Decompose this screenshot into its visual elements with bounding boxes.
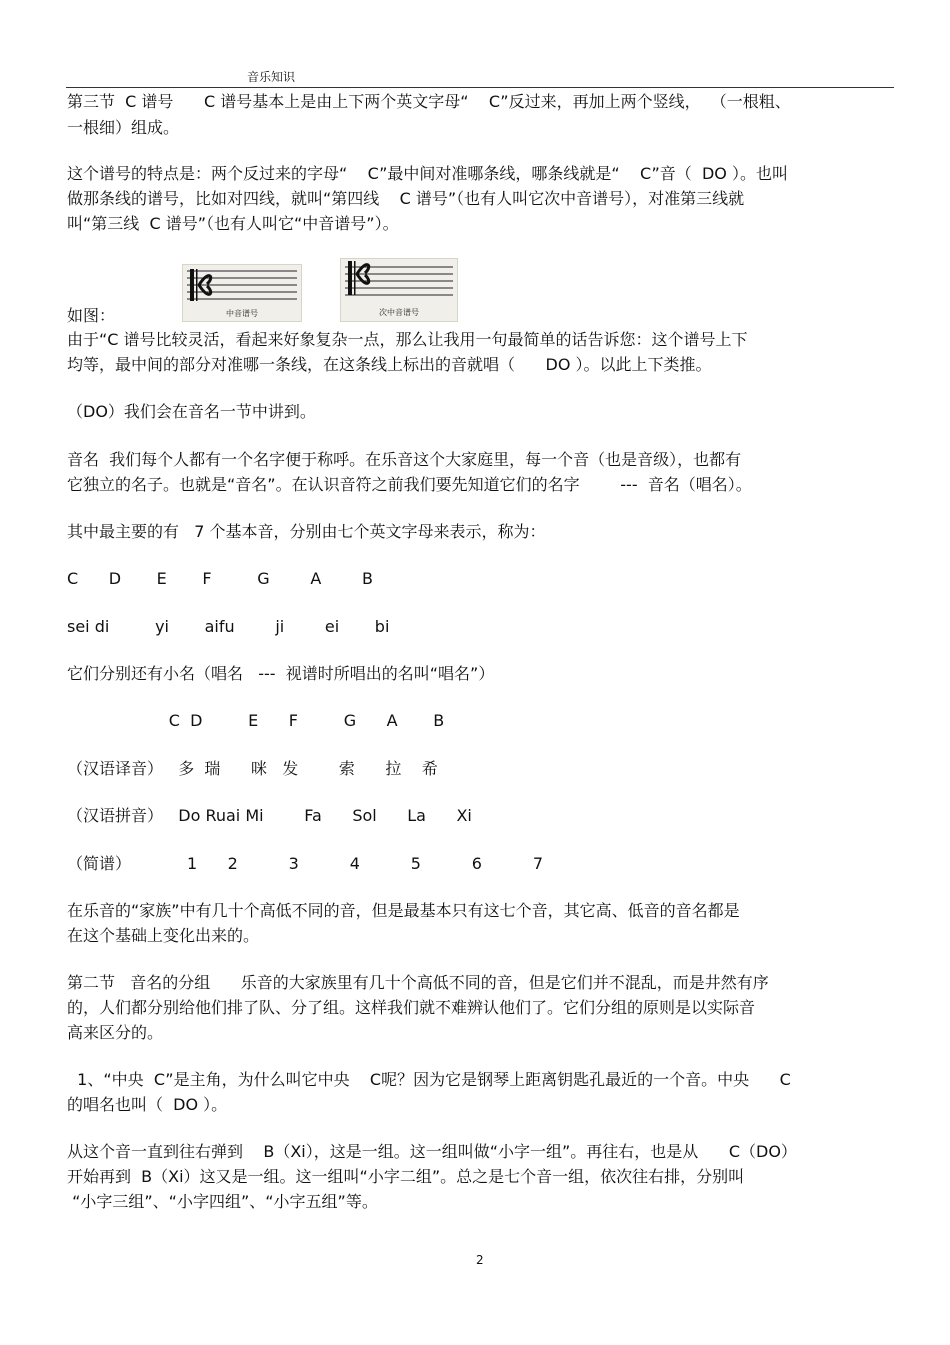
text-line: 从这个音一直到往右弹到 B（Xi），这是一组。这一组叫做“小字一组”。再往右，也是从 C（DO） <box>67 1142 797 1161</box>
note-letters: C D E F G A B <box>67 569 373 588</box>
text-line: 一根细）组成。 <box>67 118 180 137</box>
text-line: 在乐音的“家族”中有几十个高低不同的音，但是最基本只有这七个音，其它高、低音的音名都是 <box>67 901 740 920</box>
text-line: 开始再到 B（Xi）这又是一组。这一组叫“小字二组”。总之是七个音一组，依次往右排，分别叫 <box>67 1167 745 1186</box>
text-line: 1、“中央 C”是主角，为什么叫它中央 C呢？因为它是钢琴上距离钥匙孔最近的一个音。中央 C <box>67 1070 791 1089</box>
note-pronunciation: sei di yi aifu ji ei bi <box>67 617 390 636</box>
text-line: 均等，最中间的部分对准哪一条线，在这条线上标出的音就唱（ DO ）。以此上下类推。 <box>67 355 712 374</box>
text-line: （DO）我们会在音名一节中讲到。 <box>67 402 316 421</box>
text-line: 的唱名也叫（ DO ）。 <box>67 1095 228 1114</box>
text-line: 如图： <box>67 306 116 325</box>
numbered-notation-row: （简谱） 1 2 3 4 5 6 7 <box>67 854 544 873</box>
text-line: 它独立的名子。也就是“音名”。在认识音符之前我们要先知道它们的名字 --- 音名（唱名）。 <box>67 475 752 494</box>
text-line: 音名 我们每个人都有一个名字便于称呼。在乐音这个大家庭里，每一个音（也是音级），也都有 <box>67 450 742 469</box>
note-letters-row: C D E F G A B <box>67 711 445 730</box>
page-number: 2 <box>476 1253 484 1267</box>
text-line: 这个谱号的特点是：两个反过来的字母“ C”最中间对准哪条线，哪条线就是“ C”音（ DO ）。也叫 <box>67 164 788 183</box>
text-line: 其中最主要的有 7 个基本音，分别由七个英文字母来表示，称为： <box>67 522 546 541</box>
tenor-clef-figure <box>340 258 458 322</box>
text-line: 高来区分的。 <box>67 1023 164 1042</box>
text-line: 的，人们都分别给他们排了队、分了组。这样我们就不难辨认他们了。它们分组的原则是以实际音 <box>67 998 756 1017</box>
text-line: 第三节 C 谱号 C 谱号基本上是由上下两个英文字母“ C”反过来，再加上两个竖线， （一根粗、 <box>67 92 791 111</box>
tenor-clef-icon <box>341 259 457 321</box>
text-line: 叫“第三线 C 谱号”（也有人叫它“中音谱号”）。 <box>67 214 399 233</box>
chinese-transliteration-row: （汉语译音） 多 瑞 咪 发 索 拉 希 <box>67 759 438 778</box>
text-line: 第二节 音名的分组 乐音的大家族里有几十个高低不同的音，但是它们并不混乱，而是井然有序 <box>67 973 769 992</box>
figure-caption: 次中音谱号 <box>379 308 419 317</box>
figure-caption: 中音谱号 <box>226 309 258 318</box>
header-rule <box>66 87 894 88</box>
text-line: 由于“C 谱号比较灵活，看起来好象复杂一点，那么让我用一句最简单的话告诉您：这个谱号上下 <box>67 330 748 349</box>
text-line: 在这个基础上变化出来的。 <box>67 926 260 945</box>
alto-clef-icon <box>183 265 301 321</box>
text-line: 它们分别还有小名（唱名 --- 视谱时所唱出的名叫“唱名”） <box>67 664 495 683</box>
running-header: 音乐知识 <box>247 70 296 84</box>
text-line: “小字三组”、“小字四组”、“小字五组”等。 <box>67 1192 378 1211</box>
text-line: 做那条线的谱号，比如对四线，就叫“第四线 C 谱号”（也有人叫它次中音谱号），对准第三线就 <box>67 189 745 208</box>
pinyin-row: （汉语拼音） Do Ruai Mi Fa Sol La Xi <box>67 806 472 825</box>
alto-clef-figure <box>182 264 302 322</box>
